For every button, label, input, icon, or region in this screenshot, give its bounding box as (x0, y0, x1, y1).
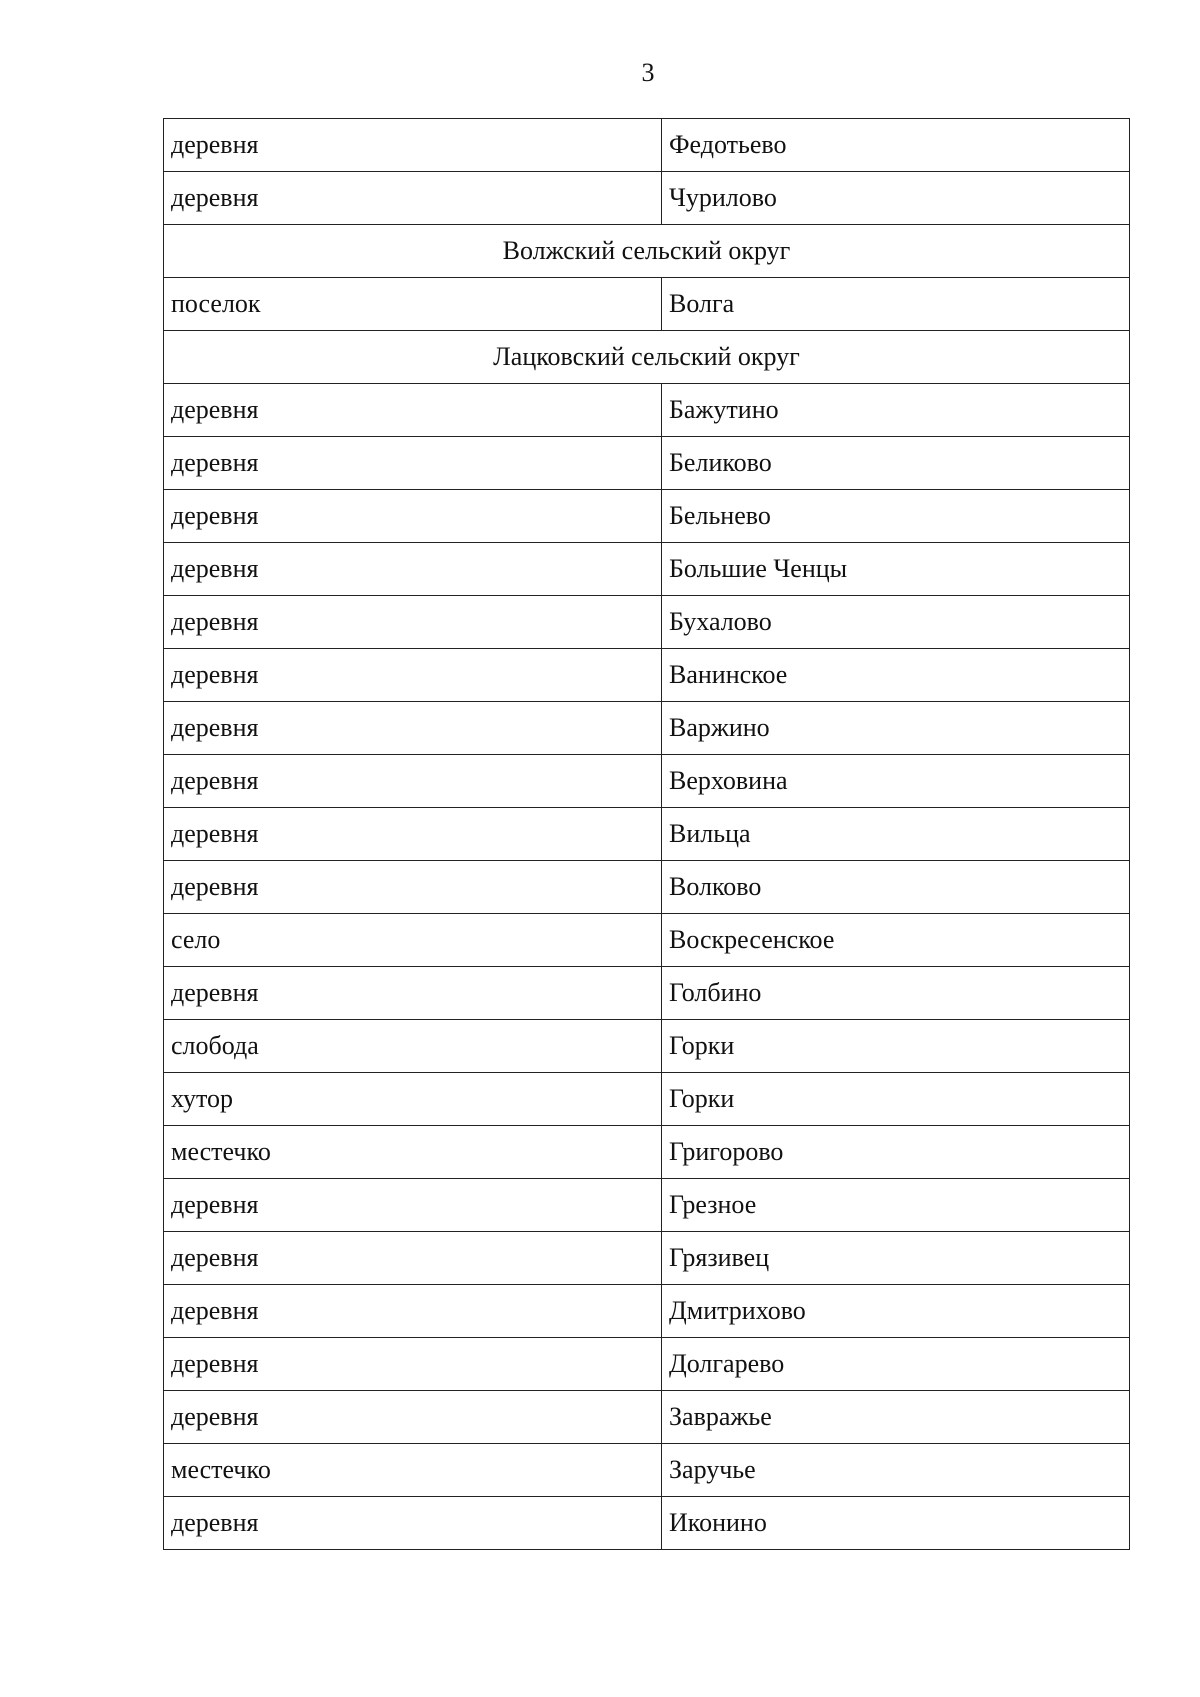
table-row (164, 1020, 1130, 1073)
table-row (164, 278, 1130, 331)
settlement-name-cell: Горки (662, 1073, 1130, 1126)
settlement-type-cell: деревня (164, 172, 662, 225)
table-row (164, 596, 1130, 649)
settlement-type-cell: деревня (164, 1179, 662, 1232)
settlement-name-cell: Горки (662, 1020, 1130, 1073)
table-row (164, 755, 1130, 808)
settlements-table (163, 118, 1130, 1550)
settlement-type-cell: деревня (164, 649, 662, 702)
table-row (164, 649, 1130, 702)
table-row (164, 1126, 1130, 1179)
settlement-name-cell: Долгарево (662, 1338, 1130, 1391)
settlement-type-cell: деревня (164, 119, 662, 172)
settlement-name-cell: Голбино (662, 967, 1130, 1020)
settlement-type-cell: деревня (164, 543, 662, 596)
settlement-name-cell: Ванинское (662, 649, 1130, 702)
settlement-name-cell: Бухалово (662, 596, 1130, 649)
settlement-type-cell: деревня (164, 437, 662, 490)
settlement-type-cell: деревня (164, 1285, 662, 1338)
settlement-name-cell: Вильца (662, 808, 1130, 861)
table-row (164, 914, 1130, 967)
settlement-type-cell: деревня (164, 1338, 662, 1391)
table-row (164, 119, 1130, 172)
district-header-row (164, 225, 1130, 278)
table-row (164, 1391, 1130, 1444)
table-row (164, 490, 1130, 543)
settlement-type-cell: деревня (164, 808, 662, 861)
settlement-name-cell: Воскресенское (662, 914, 1130, 967)
table-row (164, 1232, 1130, 1285)
settlement-type-cell: деревня (164, 861, 662, 914)
settlement-type-cell: деревня (164, 967, 662, 1020)
settlement-type-cell: деревня (164, 1232, 662, 1285)
table-row (164, 437, 1130, 490)
settlement-name-cell: Грязивец (662, 1232, 1130, 1285)
table-row (164, 172, 1130, 225)
district-title: Лацковский сельский округ (164, 331, 1130, 384)
table-row (164, 1497, 1130, 1550)
settlement-name-cell: Бельнево (662, 490, 1130, 543)
settlement-type-cell: местечко (164, 1444, 662, 1497)
table-row (164, 1444, 1130, 1497)
settlement-name-cell: Завражье (662, 1391, 1130, 1444)
settlement-name-cell: Беликово (662, 437, 1130, 490)
table-row (164, 384, 1130, 437)
table-row (164, 808, 1130, 861)
settlement-name-cell: Дмитрихово (662, 1285, 1130, 1338)
table-row (164, 861, 1130, 914)
settlement-name-cell: Варжино (662, 702, 1130, 755)
settlement-name-cell: Волга (662, 278, 1130, 331)
settlement-type-cell: хутор (164, 1073, 662, 1126)
settlement-name-cell: Заручье (662, 1444, 1130, 1497)
settlement-name-cell: Федотьево (662, 119, 1130, 172)
table-row (164, 967, 1130, 1020)
table-row (164, 1179, 1130, 1232)
settlement-name-cell: Волково (662, 861, 1130, 914)
table-row (164, 702, 1130, 755)
settlement-name-cell: Григорово (662, 1126, 1130, 1179)
page-number: 3 (641, 58, 655, 87)
settlement-name-cell: Верховина (662, 755, 1130, 808)
settlement-type-cell: деревня (164, 702, 662, 755)
settlements-table-body (164, 119, 1130, 1550)
settlement-type-cell: деревня (164, 1497, 662, 1550)
settlement-type-cell: деревня (164, 596, 662, 649)
table-row (164, 543, 1130, 596)
settlement-name-cell: Большие Ченцы (662, 543, 1130, 596)
settlement-type-cell: деревня (164, 384, 662, 437)
settlement-name-cell: Грезное (662, 1179, 1130, 1232)
settlement-name-cell: Бажутино (662, 384, 1130, 437)
table-row (164, 1073, 1130, 1126)
district-header-row (164, 331, 1130, 384)
settlement-type-cell: слобода (164, 1020, 662, 1073)
settlement-type-cell: деревня (164, 1391, 662, 1444)
settlement-name-cell: Чурилово (662, 172, 1130, 225)
settlement-name-cell: Иконино (662, 1497, 1130, 1550)
settlement-type-cell: деревня (164, 755, 662, 808)
district-title: Волжский сельский округ (164, 225, 1130, 278)
settlement-type-cell: поселок (164, 278, 662, 331)
settlement-type-cell: местечко (164, 1126, 662, 1179)
settlement-type-cell: село (164, 914, 662, 967)
table-row (164, 1338, 1130, 1391)
table-row (164, 1285, 1130, 1338)
settlement-type-cell: деревня (164, 490, 662, 543)
